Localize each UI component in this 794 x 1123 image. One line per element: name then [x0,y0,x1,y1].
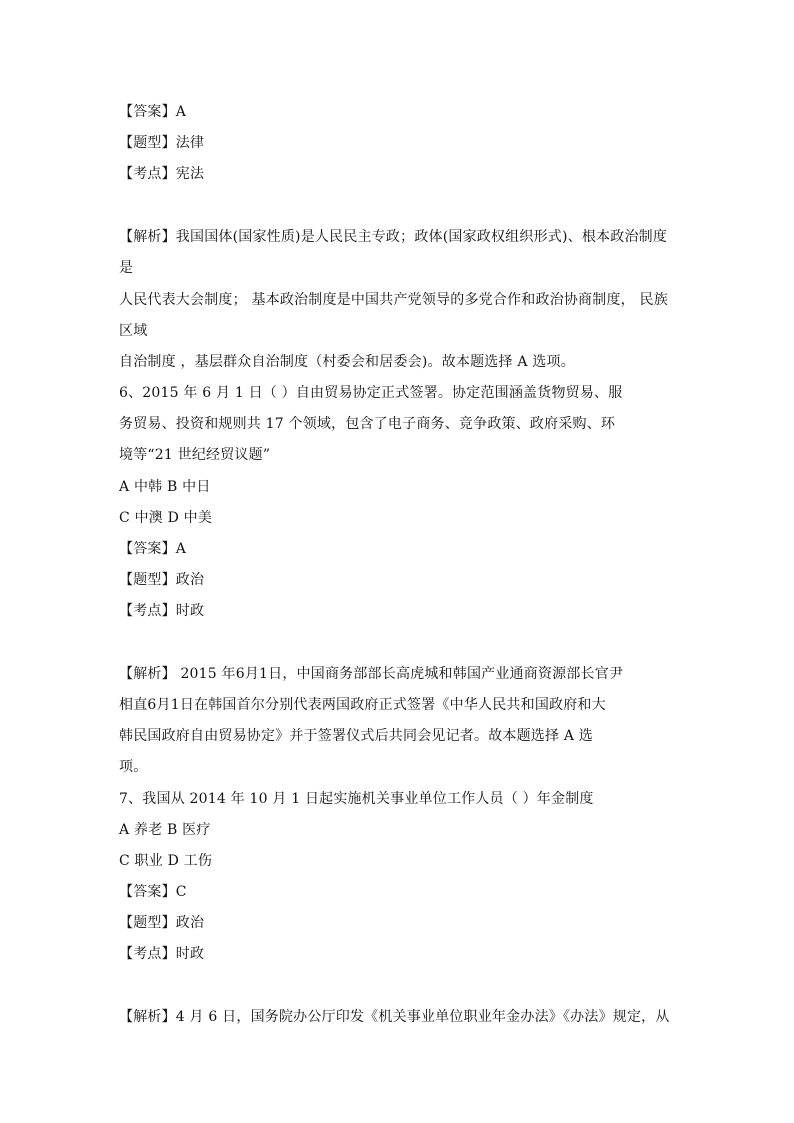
answer-line: 【答案】C [119,884,187,900]
test-point-line: 【考点】宪法 [119,166,205,182]
analysis-line: 是 [119,260,134,276]
option-line: A 养老 B 医疗 [119,822,211,838]
question-type-line: 【题型】法律 [119,135,205,151]
question-line: 务贸易、投资和规则共 17 个领域，包含了电子商务、竞争政策、政府采购、环 [119,416,616,432]
test-point-line: 【考点】时政 [119,946,205,962]
analysis-line: 相直6月1日在韩国首尔分别代表两国政府正式签署《中华人民共和国政府和大 [119,697,606,713]
option-line: C 职业 D 工伤 [119,853,213,869]
question-type-line: 【题型】政治 [119,915,205,931]
question-line: 境等“21 世纪经贸议题” [119,447,271,463]
question-type-line: 【题型】政治 [119,572,205,588]
test-point-line: 【考点】时政 [119,603,205,619]
answer-line: 【答案】A [119,104,187,120]
question-line: 7、我国从 2014 年 10 月 1 日起实施机关事业单位工作人员（ ）年金制度 [119,791,594,807]
analysis-line: 自治制度 ，基层群众自治制度（村委会和居委会)。故本题选择 A 选项。 [119,354,575,370]
analysis-line: 【解析】 2015 年6月1日，中国商务部部长高虎城和韩国产业通商资源部长官尹 [119,666,624,682]
analysis-line: 人民代表大会制度； 基本政治制度是中国共产党领导的多党合作和政治协商制度， 民族 [119,292,668,308]
analysis-line: 【解析】4 月 6 日，国务院办公厅印发《机关事业单位职业年金办法》《办法》规定，从 [119,1009,670,1025]
analysis-line: 区域 [119,323,148,339]
analysis-line: 项。 [119,759,148,775]
option-line: A 中韩 B 中日 [119,479,211,495]
question-line: 6、2015 年 6 月 1 日（ ）自由贸易协定正式签署。协定范围涵盖货物贸易、服 [119,385,623,401]
analysis-line: 韩民国政府自由贸易协定》并于签署仪式后共同会见记者。故本题选择 A 选 [119,728,594,744]
answer-line: 【答案】A [119,541,187,557]
analysis-line: 【解析】我国国体(国家性质)是人民民主专政；政体(国家政权组织形式)、根本政治制度 [119,229,668,245]
option-line: C 中澳 D 中美 [119,510,213,526]
